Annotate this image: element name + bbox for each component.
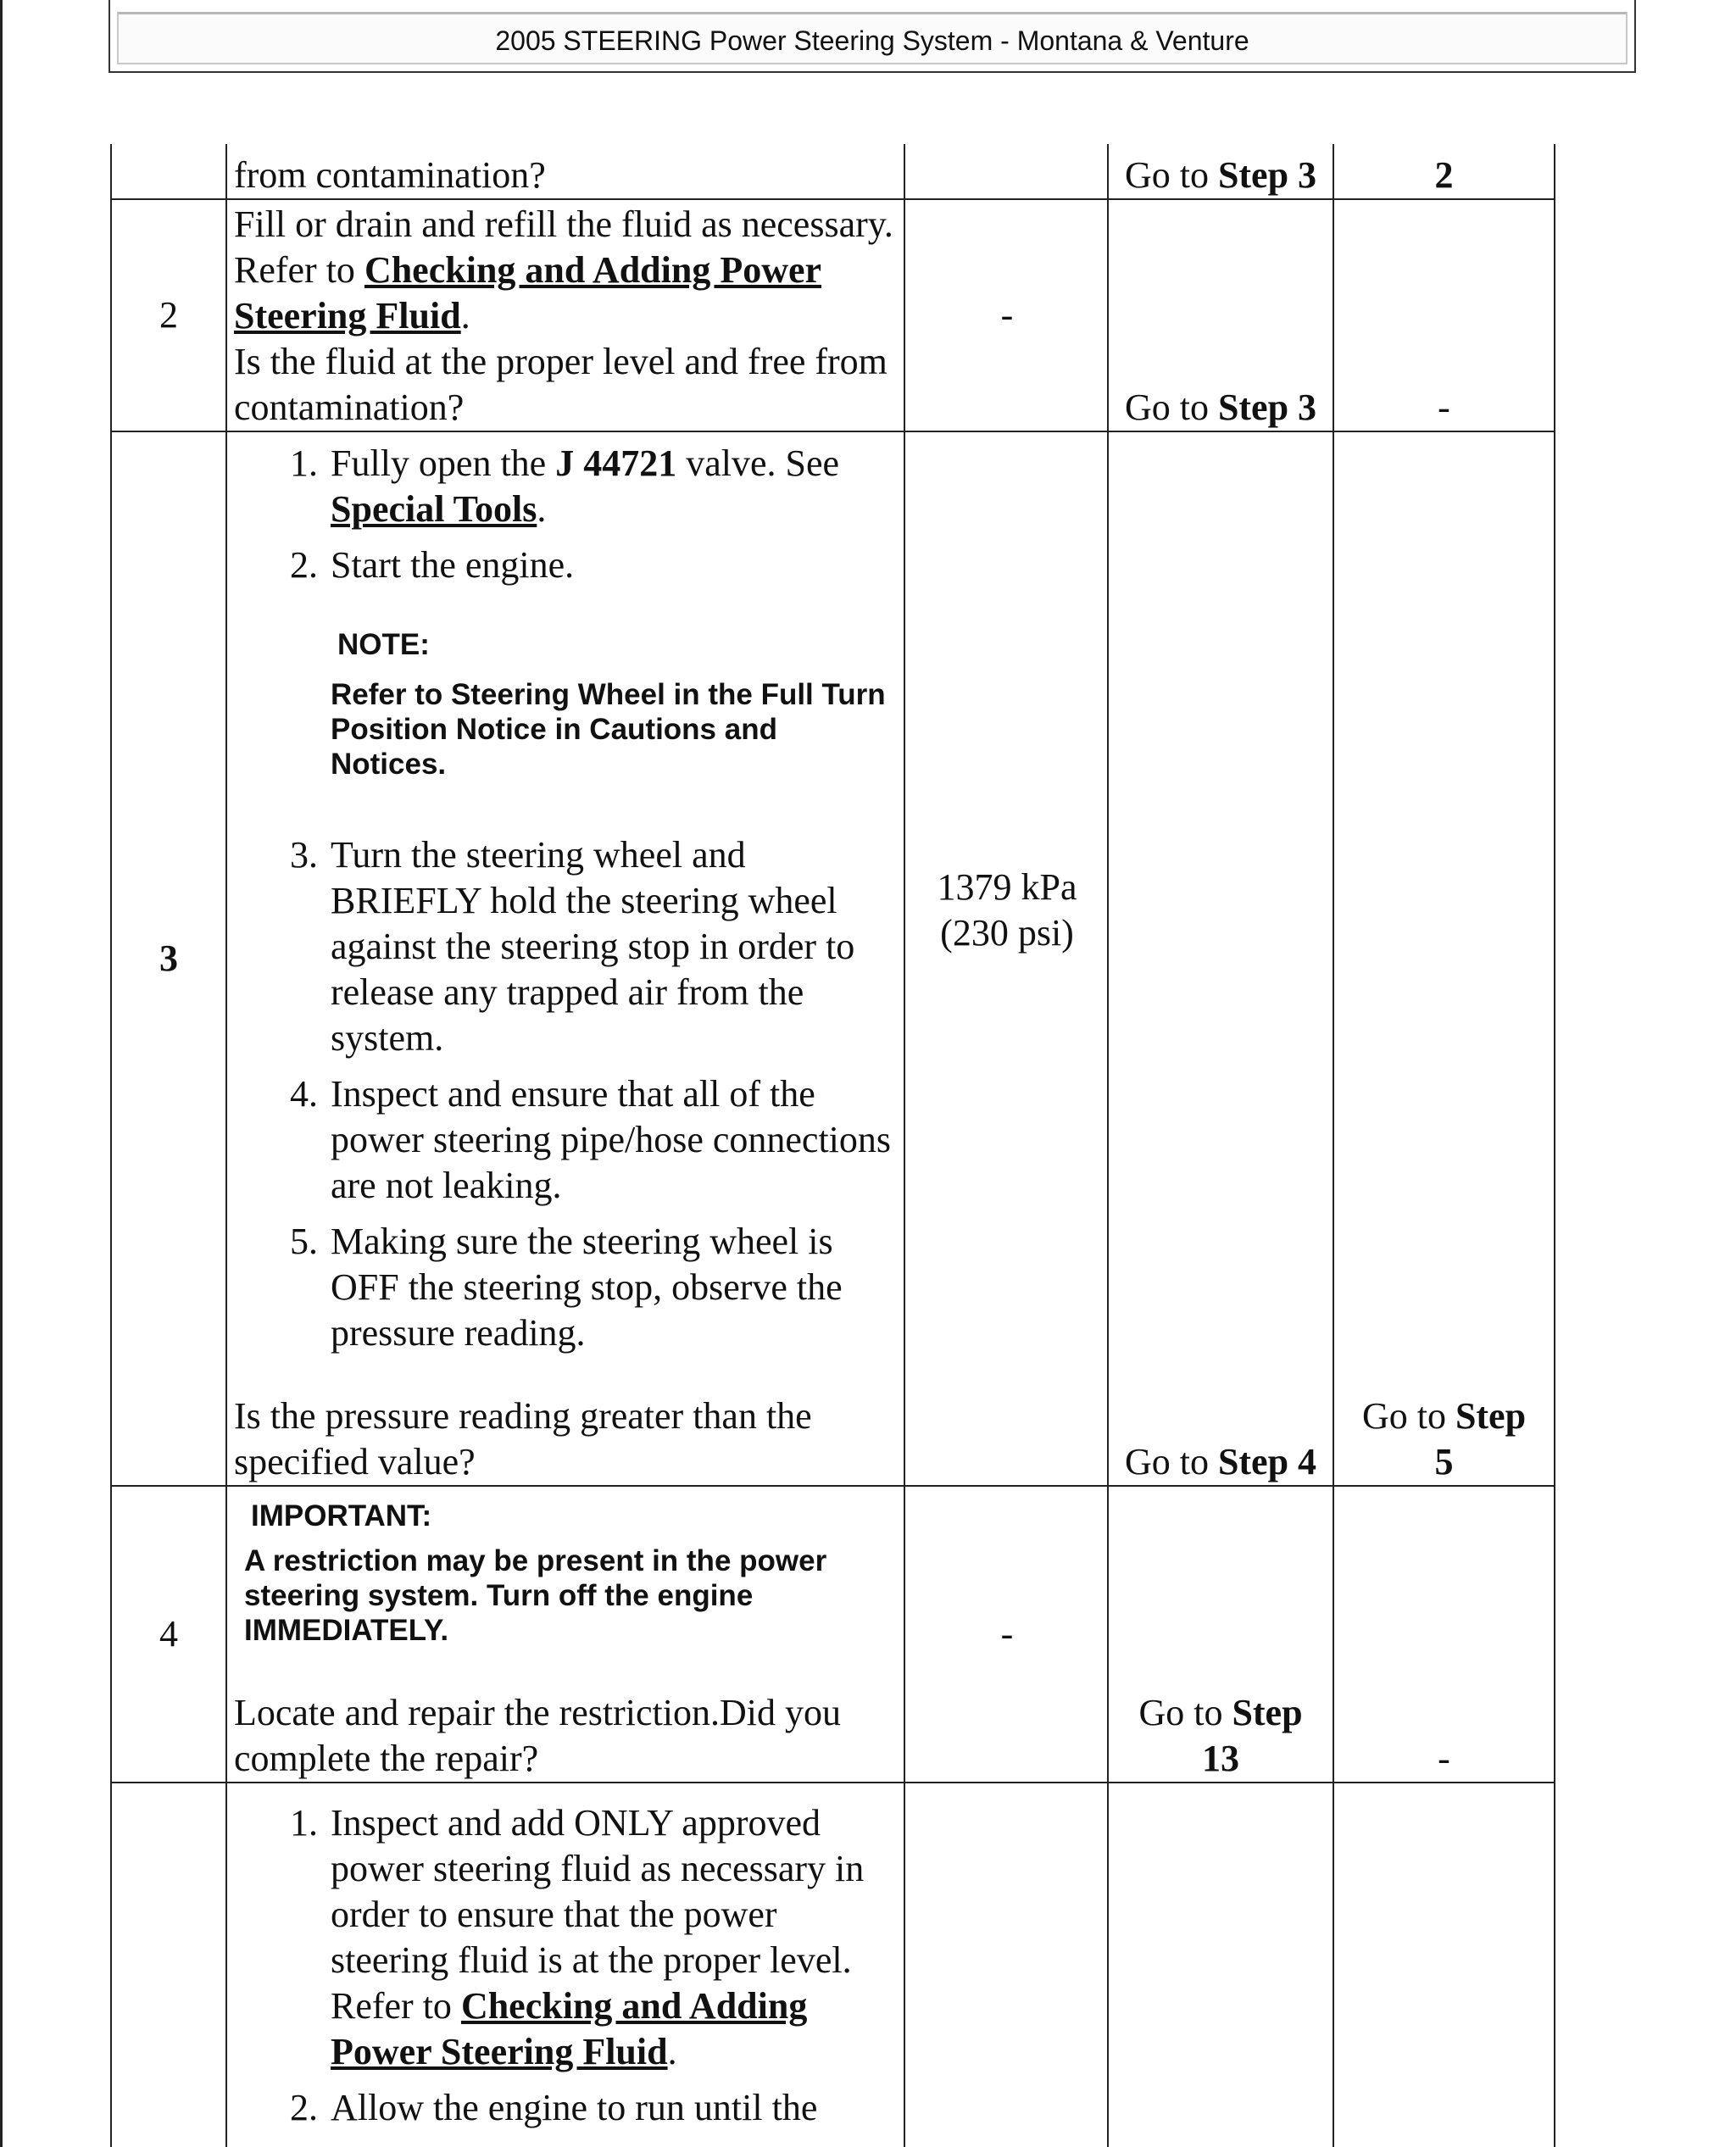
no-cell: - [1333,1486,1555,1783]
value-cell [904,144,1108,199]
no-step-label: 2 [1434,154,1454,196]
note-block [331,627,899,781]
action-cell [226,1486,904,1783]
list-item: 1. Inspect and add ONLY approved power steering fluid as necessary in order to ensure that the power steering fluid is at the proper level. Refer to Checking and Adding Power Steering Fluid. [327,1800,899,2075]
list-item: 1. Fully open the J 44721 valve. See Special Tools. [327,441,899,532]
list-item: 5. Making sure the steering wheel is OFF the steering stop, observe the pressure reading. [327,1219,899,1356]
yes-cell: Go to Step 13 [1108,1486,1333,1783]
table-row-step-4 [111,1486,1555,1783]
step-number-cell [111,1783,226,2147]
table-row-step-1-end [111,144,1555,199]
action-cell [226,144,904,199]
table-row-step-5 [111,1783,1555,2147]
important-label: IMPORTANT: [251,1499,432,1532]
yes-step-label: Step 4 [1217,1441,1317,1482]
no-cell [1333,144,1555,199]
special-tools-link[interactable]: Special Tools [331,488,537,530]
pressure-psi: (230 psi) [940,912,1074,954]
important-text: A restriction may be present in the power steering system. Turn off the engine IMMEDIATELY. [244,1544,827,1647]
table-row-step-2 [111,199,1555,431]
action-cell [226,1783,904,2147]
list-item: 4. Inspect and ensure that all of the power steering pipe/hose connections are not leaking. [327,1071,899,1209]
list-item: 2. Allow the engine to run until the [327,2085,899,2131]
no-cell: - [1333,199,1555,431]
no-cell: Go to Step 5 [1333,431,1555,1486]
yes-cell: Go to Step 3 [1108,144,1333,199]
step-number-cell: 2 [111,199,226,431]
yes-cell: Go to Step 3 [1108,199,1333,431]
step-3-instructions [234,441,899,1356]
step-number-cell [111,144,226,199]
yes-step-label: Step 3 [1217,387,1317,428]
note-label: NOTE: [337,628,430,661]
step-question: Locate and repair the restriction.Did you complete the repair? [234,1692,841,1779]
page-left-border [0,0,3,2147]
yes-step-label: Step 3 [1217,154,1317,196]
step-number-cell: 3 [111,431,226,1486]
value-cell: - [904,199,1108,431]
note-text: Refer to Steering Wheel in the Full Turn Position Notice in Cautions and Notices. [331,678,886,781]
tool-number: J 44721 [555,442,677,484]
yes-step-label: Step [1232,1692,1303,1733]
step-question: Is the pressure reading greater than the specified value? [234,1395,812,1482]
action-cell [226,431,904,1486]
action-cell: Fill or drain and refill the fluid as necessary. Refer to Checking and Adding Power Steering Fluid. Is the fluid at the proper level and free from contamination? [226,199,904,431]
pressure-kpa: 1379 kPa [937,866,1077,908]
value-cell [904,1783,1108,2147]
step-5-instructions [234,1800,899,2131]
no-cell [1333,1783,1555,2147]
no-step-label: Step [1455,1395,1527,1437]
no-step-number: 5 [1434,1441,1454,1482]
diagnostic-steps-table [110,144,1555,2147]
value-cell: - [904,1486,1108,1783]
checking-adding-fluid-link[interactable]: Checking and Adding Power Steering Fluid [331,1985,808,2072]
header-title: 2005 STEERING Power Steering System - Montana & Venture [495,25,1249,56]
checking-adding-fluid-link[interactable]: Checking and Adding Power Steering Fluid [234,249,822,337]
yes-cell [1108,1783,1333,2147]
value-cell [904,431,1108,1486]
important-block [244,1499,899,1648]
list-item: 3. Turn the steering wheel and BRIEFLY hold the steering wheel against the steering stop in order to release any trapped air from the system. [327,832,899,1061]
page-header [108,0,1636,73]
list-item: 2. Start the engine. NOTE: Refer to Steering Wheel in the Full Turn Position Notice in Cautions and Notices. [327,542,899,781]
action-text: from contamination? [234,154,546,196]
yes-step-number: 13 [1202,1738,1239,1779]
step-question: Is the fluid at the proper level and free from contamination? [234,341,887,428]
table-row-step-3 [111,431,1555,1486]
yes-cell: Go to Step 4 [1108,431,1333,1486]
step-number-cell: 4 [111,1486,226,1783]
